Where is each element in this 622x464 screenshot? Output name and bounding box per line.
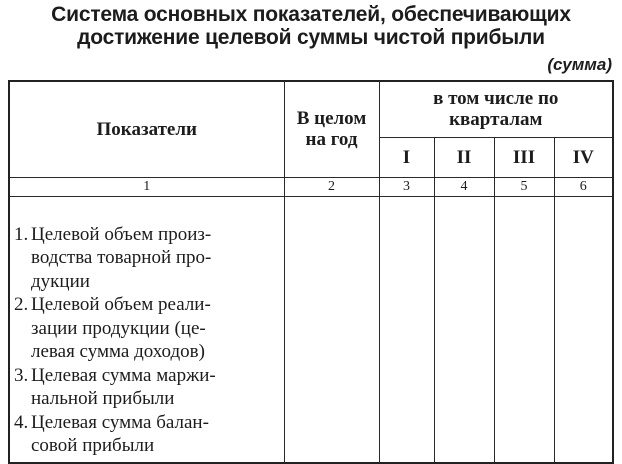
indicators-table [8,80,614,464]
header-quarter-2: II [434,137,494,177]
list-item: 3. Целевая сумма маржи- нальной прибыли [14,364,216,409]
empty-cell-total [284,196,379,463]
list-item: 2. Целевой объем реали- зации продукции (це- левая сумма доходов) [14,294,211,362]
column-number: 2 [284,177,379,196]
empty-cell-q1 [379,196,434,463]
column-number: 4 [434,177,494,196]
header-quarters-group: в том числе по кварталам [379,81,613,137]
empty-cell-q3 [494,196,554,463]
header-quarter-4: IV [554,137,613,177]
table-body-row [9,196,613,463]
column-number: 6 [554,177,613,196]
header-quarter-1: I [379,137,434,177]
indicators-list [9,196,284,463]
header-total-year: В целом на год [284,81,379,177]
list-item: 4. Целевая сумма балан- совой прибыли [14,411,209,456]
empty-cell-q4 [554,196,613,463]
title-line-1: Система основных показателей, обеспечивающих [51,3,571,26]
empty-cell-q2 [434,196,494,463]
document-title [0,3,622,49]
column-number: 5 [494,177,554,196]
header-indicators: Показатели [9,81,284,177]
title-line-2: достижение целевой суммы чистой прибыли [77,26,545,49]
column-number: 3 [379,177,434,196]
unit-note: (сумма) [547,55,612,74]
list-item: 1. Целевой объем произ- водства товарной про- дукции [14,223,212,292]
column-number: 1 [9,177,284,196]
column-numbers-row [9,177,613,196]
header-quarter-3: III [494,137,554,177]
